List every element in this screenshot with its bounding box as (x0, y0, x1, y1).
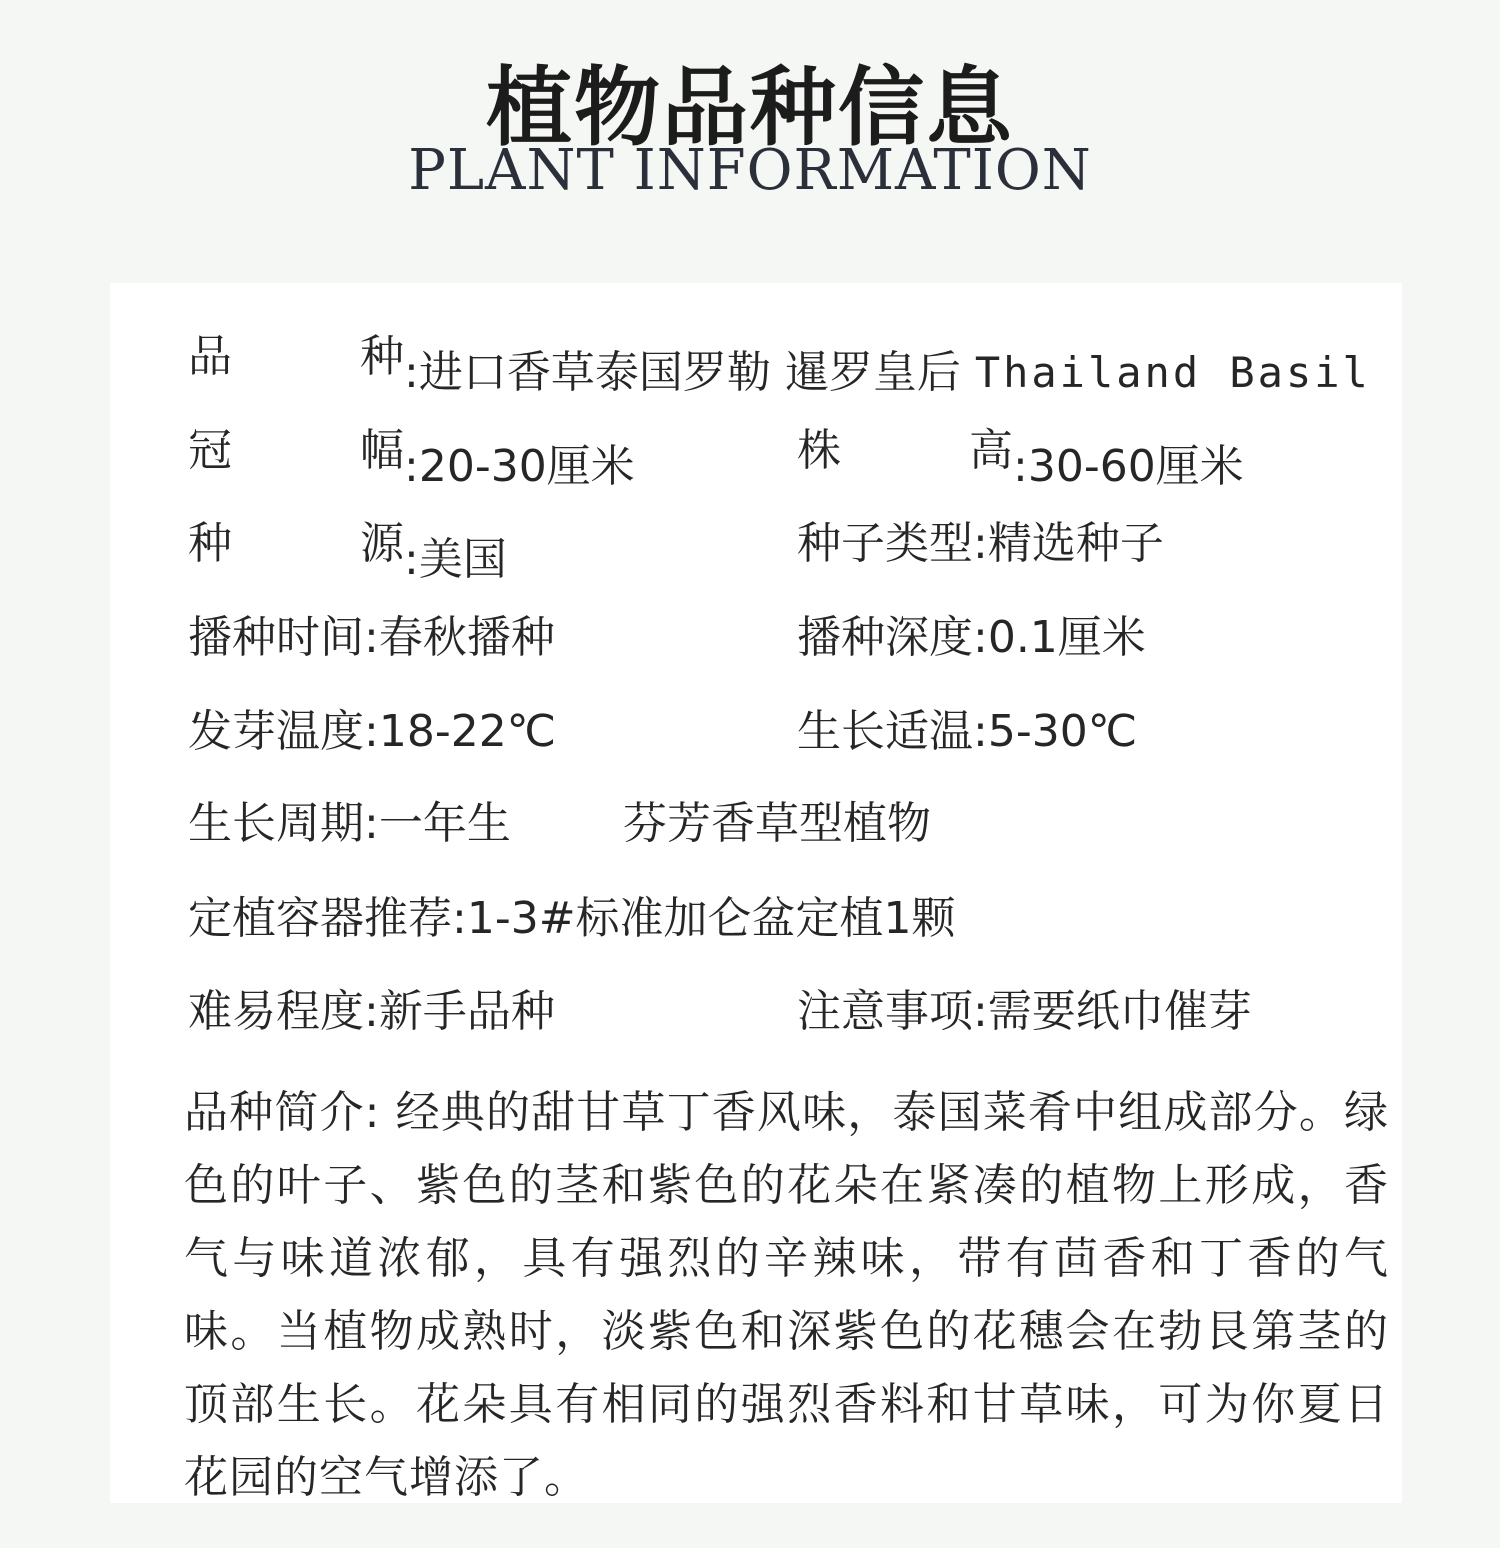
container-value: 1-3#标准加仑盆定植1颗 (466, 893, 956, 944)
cycle-label: 生长周期 (188, 798, 364, 849)
height-row: 株 高 :30-60厘米 (797, 421, 1244, 497)
germ-temp-label: 发芽温度 (188, 706, 364, 757)
height-label: 株 高 (797, 425, 1013, 476)
cycle-value: 一年生 (378, 798, 511, 849)
seed-type-label: 种子类型 (797, 518, 973, 569)
crown-label: 冠 幅 (188, 425, 404, 476)
variety-value: 进口香草泰国罗勒 暹罗皇后 (418, 347, 975, 398)
height-value: 30-60厘米 (1027, 441, 1244, 492)
variety-row: 品 种 :进口香草泰国罗勒 暹罗皇后 Thailand Basil (188, 327, 1371, 403)
seed-type-row: 种子类型:精选种子 (797, 514, 1164, 574)
difficulty-label: 难易程度 (188, 986, 364, 1037)
page-title: 植物品种信息 (486, 58, 1014, 158)
germ-temp-row: 发芽温度:18-22℃ (188, 702, 556, 762)
sow-depth-label: 播种深度 (797, 612, 973, 663)
sow-time-value: 春秋播种 (378, 612, 555, 663)
page-subtitle: PLANT INFORMATION (408, 138, 1092, 203)
sow-time-label: 播种时间 (188, 612, 364, 663)
notes-value: 需要纸巾催芽 (987, 986, 1252, 1037)
variety-intro: 品种简介: 经典的甜甘草丁香风味，泰国菜肴中组成部分。绿色的叶子、紫色的茎和紫色的花朵在紧凑的植物上形成，香气与味道浓郁，具有强烈的辛辣味，带有茴香和丁香的气味。当植物成熟时，淡紫色和深紫色的花穗会在勃艮第茎的顶部生长。花朵具有相同的强烈香料和甘草味，可为你夏日花园的空气增添了。 (184, 1087, 1390, 1503)
container-row: 定植容器推荐:1-3#标准加仑盆定植1颗 (188, 889, 956, 949)
origin-label: 种 源 (188, 518, 404, 569)
variety-label: 品 种 (188, 331, 404, 382)
origin-row: 种 源 :美国 (188, 514, 507, 590)
cycle-extra: 芬芳香草型植物 (623, 798, 931, 849)
grow-temp-label: 生长适温 (797, 706, 973, 757)
notes-row: 注意事项:需要纸巾催芽 (797, 982, 1252, 1042)
crown-row: 冠 幅 :20-30厘米 (188, 421, 635, 497)
intro-label: 品种简介 (184, 1087, 365, 1138)
difficulty-row: 难易程度:新手品种 (188, 982, 555, 1042)
variety-value-en: Thailand Basil (974, 348, 1371, 397)
germ-temp-value: 18-22℃ (378, 706, 557, 757)
origin-value: 美国 (418, 534, 507, 585)
notes-label: 注意事项 (797, 986, 973, 1037)
container-label: 定植容器推荐 (188, 893, 452, 944)
intro-text: 经典的甜甘草丁香风味，泰国菜肴中组成部分。绿色的叶子、紫色的茎和紫色的花朵在紧凑的植物上形成，香气与味道浓郁，具有强烈的辛辣味，带有茴香和丁香的气味。当植物成熟时，淡紫色和深紫色的花穗会在勃艮第茎的顶部生长。花朵具有相同的强烈香料和甘草味，可为你夏日花园的空气增添了。 (184, 1087, 1390, 1503)
sow-depth-row: 播种深度:0.1厘米 (797, 608, 1146, 668)
grow-temp-value: 5-30℃ (987, 706, 1138, 757)
seed-type-value: 精选种子 (987, 518, 1164, 569)
difficulty-value: 新手品种 (378, 986, 555, 1037)
cycle-row: 生长周期:一年生 (188, 794, 511, 854)
sow-depth-value: 0.1厘米 (987, 612, 1146, 663)
grow-temp-row: 生长适温:5-30℃ (797, 702, 1137, 762)
sow-time-row: 播种时间:春秋播种 (188, 608, 555, 668)
crown-value: 20-30厘米 (418, 441, 635, 492)
header (0, 0, 1500, 280)
